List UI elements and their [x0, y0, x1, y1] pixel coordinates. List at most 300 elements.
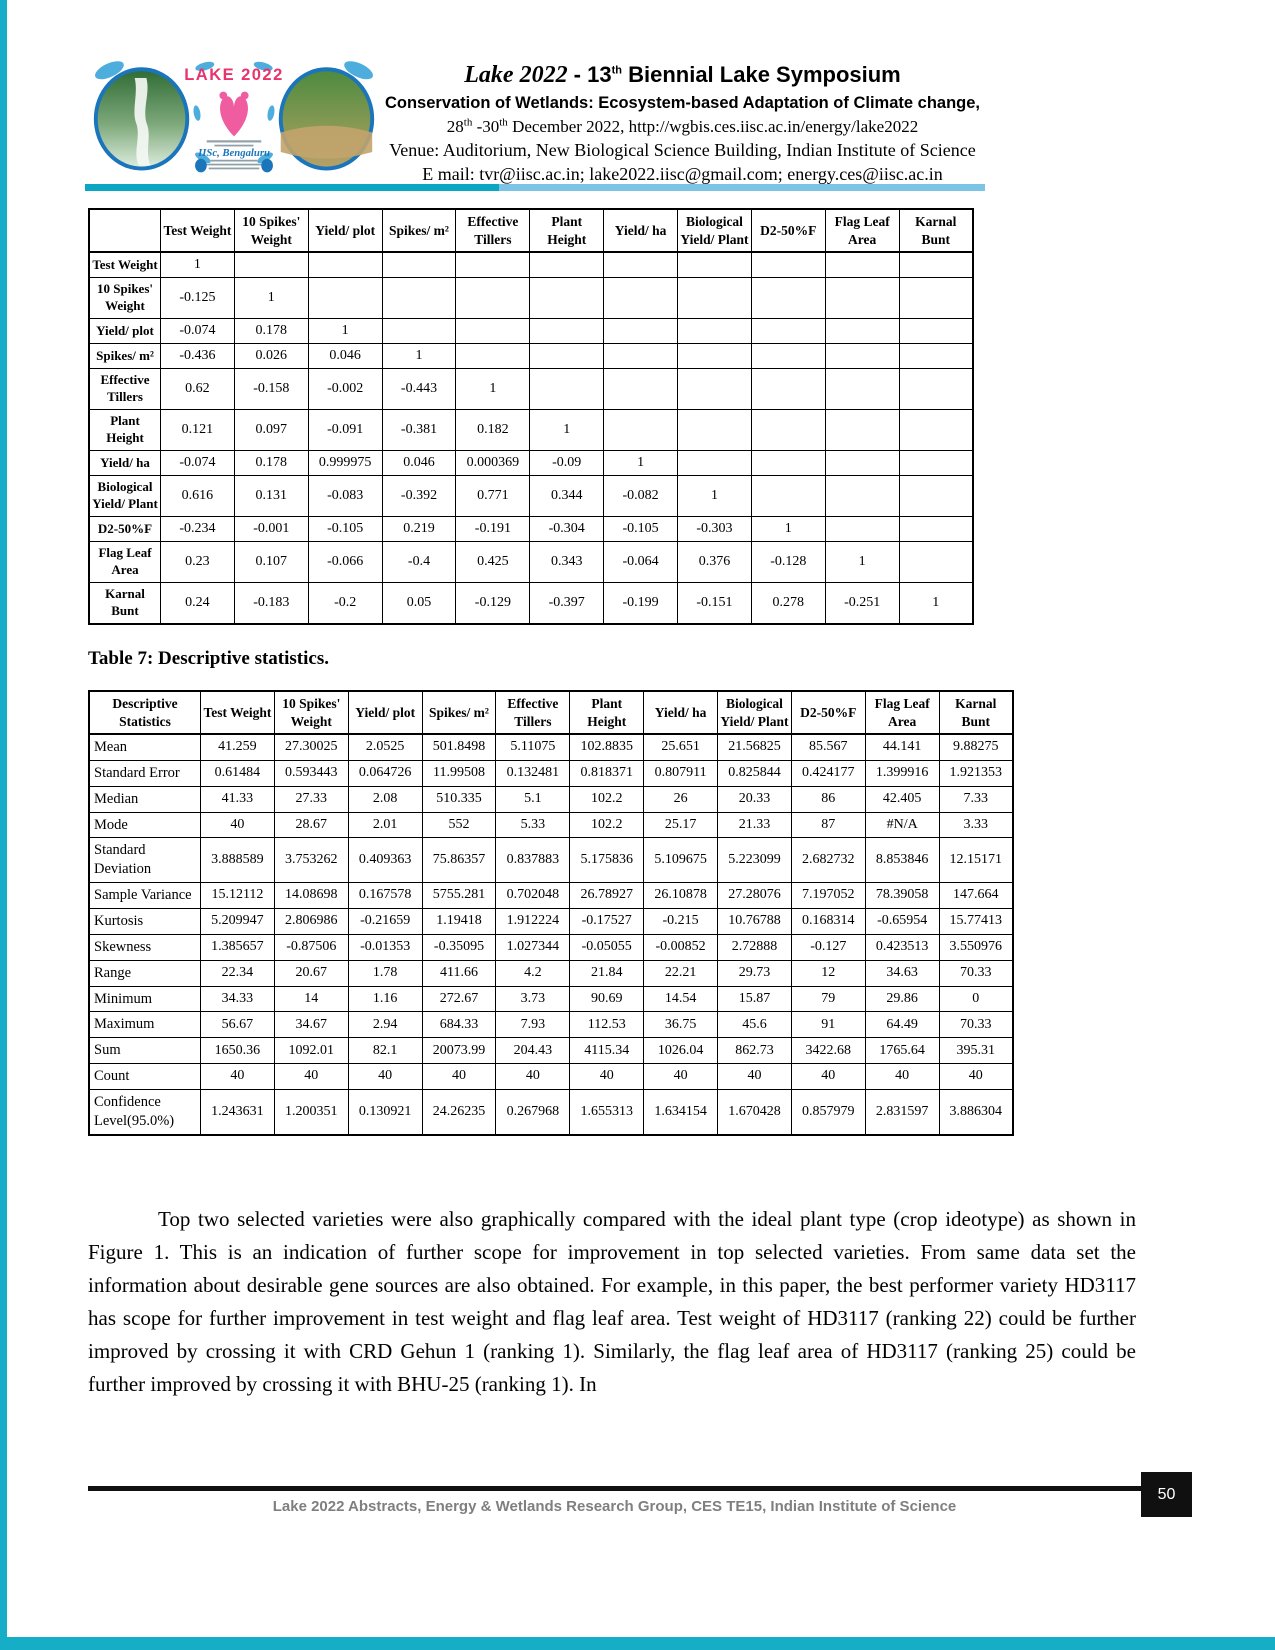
cell [530, 369, 604, 410]
cell: 21.84 [570, 960, 644, 986]
cell: 22.34 [201, 960, 275, 986]
symposium-title [380, 60, 985, 90]
cell: 79 [791, 986, 865, 1012]
cell [899, 344, 973, 369]
header-row [89, 209, 973, 252]
cell [456, 278, 530, 319]
cell: 501.8498 [422, 734, 496, 760]
cell: -0.251 [825, 582, 899, 623]
cell: 1 [678, 476, 752, 517]
cell: 91 [791, 1012, 865, 1038]
cell: 1 [382, 344, 456, 369]
bottom-accent-stripe [0, 1637, 1275, 1650]
table-row [89, 1064, 1013, 1090]
table-row [89, 883, 1013, 909]
cell [456, 319, 530, 344]
cell: 0.23 [161, 542, 235, 583]
cell: -0.392 [382, 476, 456, 517]
cell: -0.21659 [348, 909, 422, 935]
table7-caption: Table 7: Descriptive statistics. [88, 648, 329, 669]
cell: 25.651 [644, 734, 718, 760]
cell [899, 542, 973, 583]
table-row [89, 476, 973, 517]
cell: 14.54 [644, 986, 718, 1012]
cell: 1.19418 [422, 909, 496, 935]
cell [899, 369, 973, 410]
cell: 5755.281 [422, 883, 496, 909]
row-header: Karnal Bunt [89, 582, 161, 623]
cell: 0.616 [161, 476, 235, 517]
cell [456, 252, 530, 278]
column-header: Karnal Bunt [899, 209, 973, 252]
cell: 1.243631 [201, 1089, 275, 1134]
cell: 1.385657 [201, 934, 275, 960]
page-number-badge: 50 [1141, 1472, 1192, 1517]
cell [678, 252, 752, 278]
cell: 20.33 [718, 786, 792, 812]
cell: 1 [604, 451, 678, 476]
cell: -0.129 [456, 582, 530, 623]
cell: 3422.68 [791, 1038, 865, 1064]
cell: 0.818371 [570, 760, 644, 786]
header-divider [85, 184, 985, 191]
cell [825, 344, 899, 369]
cell: 0.000369 [456, 451, 530, 476]
cell: -0.002 [308, 369, 382, 410]
table-row [89, 582, 973, 623]
logo-fine-print [207, 140, 262, 146]
cell: 0.026 [234, 344, 308, 369]
cell [604, 410, 678, 451]
cell: 1 [825, 542, 899, 583]
date-sup1: th [463, 115, 473, 128]
column-header: Yield/ ha [644, 691, 718, 734]
cell: 36.75 [644, 1012, 718, 1038]
cell [678, 344, 752, 369]
cell: 70.33 [939, 1012, 1013, 1038]
date-end: -30 [472, 116, 500, 136]
cell: 0 [939, 986, 1013, 1012]
cell: 0.219 [382, 516, 456, 541]
column-header: Plant Height [530, 209, 604, 252]
cell: 40 [348, 1064, 422, 1090]
cell: 1.655313 [570, 1089, 644, 1134]
table-row [89, 516, 973, 541]
cell: -0.05055 [570, 934, 644, 960]
cell [825, 410, 899, 451]
cell [751, 278, 825, 319]
cell: 0.857979 [791, 1089, 865, 1134]
cell: 2.08 [348, 786, 422, 812]
table-row [89, 451, 973, 476]
cell: 102.2 [570, 812, 644, 838]
cell: 0.999975 [308, 451, 382, 476]
cell: 40 [644, 1064, 718, 1090]
cell [382, 319, 456, 344]
cell [825, 369, 899, 410]
cell: 1.670428 [718, 1089, 792, 1134]
cell: -0.00852 [644, 934, 718, 960]
row-header: Count [89, 1064, 201, 1090]
table-row [89, 1038, 1013, 1064]
cell: 0.182 [456, 410, 530, 451]
cell: 0.046 [308, 344, 382, 369]
cell: 26.78927 [570, 883, 644, 909]
cell: 0.423513 [865, 934, 939, 960]
column-header: D2-50%F [791, 691, 865, 734]
cell [825, 278, 899, 319]
cell: 0.178 [234, 319, 308, 344]
cell: 28.67 [274, 812, 348, 838]
column-header: Yield/ plot [308, 209, 382, 252]
cell [234, 252, 308, 278]
cell: 34.67 [274, 1012, 348, 1038]
descriptive-table-head [89, 691, 1013, 734]
cell: 147.664 [939, 883, 1013, 909]
cell: 27.30025 [274, 734, 348, 760]
cell [604, 278, 678, 319]
cell: -0.304 [530, 516, 604, 541]
table-row [89, 786, 1013, 812]
venue-line: Venue: Auditorium, New Biological Science Building, Indian Institute of Science [389, 139, 976, 160]
cell: 102.2 [570, 786, 644, 812]
cell [751, 319, 825, 344]
table-row [89, 369, 973, 410]
cell: 4115.34 [570, 1038, 644, 1064]
cell: 5.109675 [644, 838, 718, 883]
header-row [89, 691, 1013, 734]
cell: 34.33 [201, 986, 275, 1012]
cell [825, 319, 899, 344]
column-header: Biological Yield/ Plant [678, 209, 752, 252]
cell: -0.87506 [274, 934, 348, 960]
cell: -0.082 [604, 476, 678, 517]
column-header: Yield/ ha [604, 209, 678, 252]
cell [308, 252, 382, 278]
cell: 0.121 [161, 410, 235, 451]
cell: 0.424177 [791, 760, 865, 786]
cell [825, 451, 899, 476]
cell: 87 [791, 812, 865, 838]
column-header: D2-50%F [751, 209, 825, 252]
row-header: Minimum [89, 986, 201, 1012]
cell: 40 [274, 1064, 348, 1090]
title-sup: th [611, 64, 622, 77]
left-accent-stripe [0, 0, 7, 1650]
cell: 5.33 [496, 812, 570, 838]
cell: -0.234 [161, 516, 235, 541]
cell: 272.67 [422, 986, 496, 1012]
cell: 40 [496, 1064, 570, 1090]
column-header: Karnal Bunt [939, 691, 1013, 734]
cell: 0.343 [530, 542, 604, 583]
cell: 29.86 [865, 986, 939, 1012]
cell: -0.381 [382, 410, 456, 451]
page-header [88, 56, 985, 186]
cell: 27.28076 [718, 883, 792, 909]
cell: 1092.01 [274, 1038, 348, 1064]
cell: 41.259 [201, 734, 275, 760]
cell: -0.09 [530, 451, 604, 476]
column-header: Flag Leaf Area [865, 691, 939, 734]
cell: 24.26235 [422, 1089, 496, 1134]
cell: 1 [530, 410, 604, 451]
header-titles [380, 56, 985, 186]
cell: 40 [939, 1064, 1013, 1090]
cell: 1.16 [348, 986, 422, 1012]
footer-text: Lake 2022 Abstracts, Energy & Wetlands Research Group, CES TE15, Indian Institute of Science [272, 1498, 957, 1515]
cell: -0.091 [308, 410, 382, 451]
table-row [89, 986, 1013, 1012]
cell: 0.107 [234, 542, 308, 583]
cell: 5.11075 [496, 734, 570, 760]
cell: -0.074 [161, 319, 235, 344]
row-header: Sum [89, 1038, 201, 1064]
cell [751, 252, 825, 278]
cell: 0.046 [382, 451, 456, 476]
cell: -0.443 [382, 369, 456, 410]
cell: 5.1 [496, 786, 570, 812]
cell: 40 [791, 1064, 865, 1090]
row-header: Mean [89, 734, 201, 760]
cell: 78.39058 [865, 883, 939, 909]
cell: -0.199 [604, 582, 678, 623]
column-header: 10 Spikes' Weight [234, 209, 308, 252]
body-paragraph: Top two selected varieties were also graphically compared with the ideal plant type (crop ideotype) as shown in Figure 1. This is an indication of further scope for improvement in top selected varieties. From same data set the information about desirable gene sources are also obtained. For example, in this paper, the best performer variety HD3117 has scope for further improvement in test weight and flag leaf area. Test weight of HD3117 (ranking 22) could be further improved by crossing it with CRD Gehun 1 (ranking 1). Similarly, the flag leaf area of HD3117 (ranking 25) could be further improved by crossing it with BHU-25 (ranking 1). In [88, 1207, 1136, 1396]
cell: 1.921353 [939, 760, 1013, 786]
table-row [89, 934, 1013, 960]
cell: 684.33 [422, 1012, 496, 1038]
cell [899, 410, 973, 451]
cell [751, 344, 825, 369]
cell: 8.853846 [865, 838, 939, 883]
cell: -0.2 [308, 582, 382, 623]
table-row [89, 909, 1013, 935]
cell: 40 [422, 1064, 496, 1090]
row-header: Test Weight [89, 252, 161, 278]
date-sup2: th [499, 115, 508, 128]
cell: 22.21 [644, 960, 718, 986]
cell: 82.1 [348, 1038, 422, 1064]
table-row [89, 252, 973, 278]
cell: -0.105 [308, 516, 382, 541]
correlation-table-head [89, 209, 973, 252]
cell: 3.33 [939, 812, 1013, 838]
correlation-table-body [89, 252, 973, 624]
cell: 0.167578 [348, 883, 422, 909]
cell [825, 516, 899, 541]
cell [825, 252, 899, 278]
cell: 1.200351 [274, 1089, 348, 1134]
date-rest-and-url: December 2022, http://wgbis.ces.iisc.ac.in/energy/lake2022 [507, 116, 919, 136]
cell: 1 [899, 582, 973, 623]
cell: 26 [644, 786, 718, 812]
cell: 102.8835 [570, 734, 644, 760]
cell: 2.01 [348, 812, 422, 838]
cell: 395.31 [939, 1038, 1013, 1064]
cell: -0.064 [604, 542, 678, 583]
email-line: E mail: tvr@iisc.ac.in; lake2022.iisc@gmail.com; energy.ces@iisc.ac.in [422, 164, 943, 185]
cell: 27.33 [274, 786, 348, 812]
cell [899, 476, 973, 517]
column-header: Flag Leaf Area [825, 209, 899, 252]
row-header: 10 Spikes' Weight [89, 278, 161, 319]
table-row [89, 838, 1013, 883]
table-row [89, 1089, 1013, 1134]
cell: 510.335 [422, 786, 496, 812]
cell: 1 [456, 369, 530, 410]
column-header: 10 Spikes' Weight [274, 691, 348, 734]
cell: -0.183 [234, 582, 308, 623]
row-header: Mode [89, 812, 201, 838]
cell: 42.405 [865, 786, 939, 812]
cell [751, 410, 825, 451]
cell: 112.53 [570, 1012, 644, 1038]
cell [456, 344, 530, 369]
title-sep: - 13 [567, 62, 612, 87]
cell [899, 278, 973, 319]
cell: 15.87 [718, 986, 792, 1012]
cell: 0.61484 [201, 760, 275, 786]
cell: 1.399916 [865, 760, 939, 786]
cell: 0.130921 [348, 1089, 422, 1134]
table-row [89, 960, 1013, 986]
row-header: Sample Variance [89, 883, 201, 909]
cell: 90.69 [570, 986, 644, 1012]
table-row [89, 278, 973, 319]
cell [530, 344, 604, 369]
cell: 0.278 [751, 582, 825, 623]
cell: 5.209947 [201, 909, 275, 935]
cell [604, 344, 678, 369]
cell: 0.409363 [348, 838, 422, 883]
column-header: Plant Height [570, 691, 644, 734]
cell: 70.33 [939, 960, 1013, 986]
column-header: Descriptive Statistics [89, 691, 201, 734]
cell: 0.837883 [496, 838, 570, 883]
title-rest: Biennial Lake Symposium [621, 62, 901, 87]
cell [899, 451, 973, 476]
cell: -0.303 [678, 516, 752, 541]
cell: 25.17 [644, 812, 718, 838]
row-header: Kurtosis [89, 909, 201, 935]
cell: 12 [791, 960, 865, 986]
cell: 26.10878 [644, 883, 718, 909]
cell: 0.344 [530, 476, 604, 517]
cell: -0.158 [234, 369, 308, 410]
symposium-subtitle: Conservation of Wetlands: Ecosystem-based Adaptation of Climate change, [384, 94, 981, 112]
lake-2022-logo [88, 56, 380, 174]
cell: 14.08698 [274, 883, 348, 909]
cell [530, 319, 604, 344]
cell: 3.888589 [201, 838, 275, 883]
table-row [89, 344, 973, 369]
cell [382, 278, 456, 319]
cell: -0.066 [308, 542, 382, 583]
cell: 1.912224 [496, 909, 570, 935]
column-header: Test Weight [201, 691, 275, 734]
cell: 0.267968 [496, 1089, 570, 1134]
row-header: Yield/ ha [89, 451, 161, 476]
row-header: Maximum [89, 1012, 201, 1038]
mangrove-oval [281, 69, 372, 168]
cell: 40 [201, 1064, 275, 1090]
column-header: Spikes/ m² [382, 209, 456, 252]
date-start: 28 [446, 116, 464, 136]
cell: -0.397 [530, 582, 604, 623]
column-header [89, 209, 161, 252]
cell: 41.33 [201, 786, 275, 812]
cell: 5.175836 [570, 838, 644, 883]
cell [678, 369, 752, 410]
table-row [89, 410, 973, 451]
cell: 0.62 [161, 369, 235, 410]
title-lake-2022: Lake 2022 [464, 62, 568, 88]
cell: -0.074 [161, 451, 235, 476]
cell: -0.17527 [570, 909, 644, 935]
row-header: Range [89, 960, 201, 986]
row-header: Spikes/ m² [89, 344, 161, 369]
cell: -0.001 [234, 516, 308, 541]
cell: 0.131 [234, 476, 308, 517]
cell: -0.083 [308, 476, 382, 517]
cell: -0.215 [644, 909, 718, 935]
cell: 44.141 [865, 734, 939, 760]
cell: 20073.99 [422, 1038, 496, 1064]
cell: 40 [718, 1064, 792, 1090]
column-header: Effective Tillers [456, 209, 530, 252]
column-header: Test Weight [161, 209, 235, 252]
cell: 3.753262 [274, 838, 348, 883]
cell: 2.72888 [718, 934, 792, 960]
cell: 1026.04 [644, 1038, 718, 1064]
cell [678, 410, 752, 451]
cell: 75.86357 [422, 838, 496, 883]
row-header: Confidence Level(95.0%) [89, 1089, 201, 1134]
row-header: Yield/ plot [89, 319, 161, 344]
row-header: Biological Yield/ Plant [89, 476, 161, 517]
cell: 0.168314 [791, 909, 865, 935]
cell: 552 [422, 812, 496, 838]
logo-arc-text: LAKE 2022 [184, 64, 284, 84]
cell: 21.33 [718, 812, 792, 838]
cell: 2.682732 [791, 838, 865, 883]
column-header: Biological Yield/ Plant [718, 691, 792, 734]
cell: 85.567 [791, 734, 865, 760]
cell [604, 252, 678, 278]
cell: 411.66 [422, 960, 496, 986]
descriptive-table-body [89, 734, 1013, 1135]
flamingo-heart-icon [219, 92, 248, 137]
cell: -0.105 [604, 516, 678, 541]
cell [825, 476, 899, 517]
cell [530, 252, 604, 278]
cell: -0.436 [161, 344, 235, 369]
cell: 12.15171 [939, 838, 1013, 883]
cell: 5.223099 [718, 838, 792, 883]
row-header: D2-50%F [89, 516, 161, 541]
cell: 0.425 [456, 542, 530, 583]
cell: 7.93 [496, 1012, 570, 1038]
table-row [89, 734, 1013, 760]
cell: 2.0525 [348, 734, 422, 760]
cell: 15.12112 [201, 883, 275, 909]
cell: -0.191 [456, 516, 530, 541]
cell: 4.2 [496, 960, 570, 986]
cell: 2.831597 [865, 1089, 939, 1134]
cell: 862.73 [718, 1038, 792, 1064]
cell: 64.49 [865, 1012, 939, 1038]
